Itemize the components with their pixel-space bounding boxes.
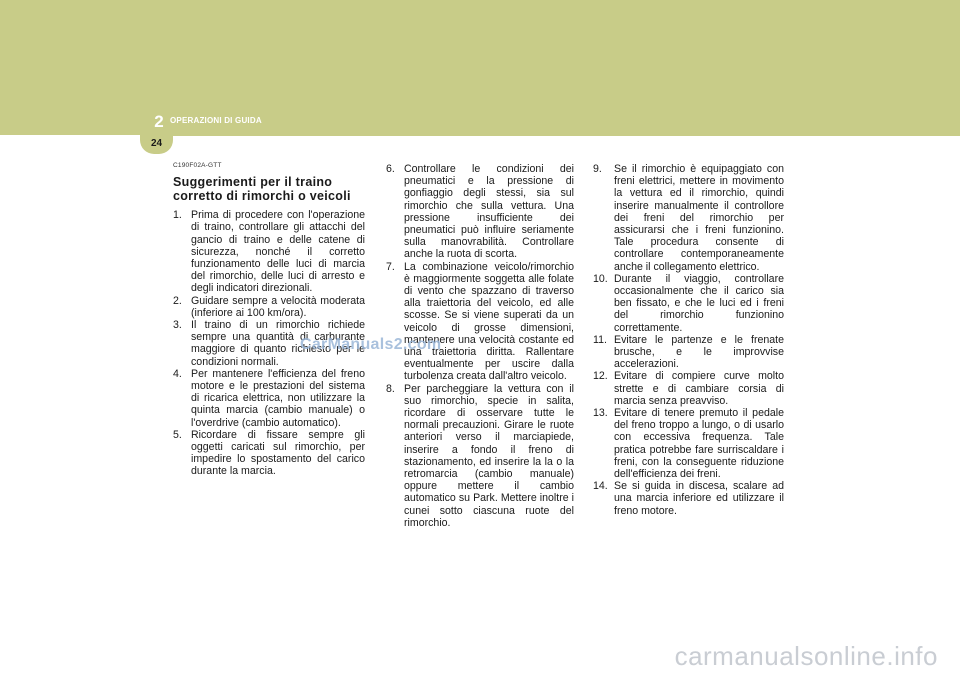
list-item <box>593 163 784 273</box>
list-item-text: Se il rimorchio è equipaggiato con freni elettrici, mettere in movimento la vettura ed il rimorchio, quindi inserire manualmente il controllore dei freni del rimorchio per assicurarsi che i freni funzionino. Tale procedura consente di controllare contemporaneamente anche il collegamento elettrico. <box>614 163 784 273</box>
chapter-number: 2 <box>154 112 164 131</box>
chapter-title: OPERAZIONI DI GUIDA <box>170 116 262 125</box>
list-item <box>386 163 574 261</box>
list-item-number: 4. <box>173 367 182 380</box>
list-item-text: Il traino di un rimorchio richiede sempre una quantità di carburante maggiore di quanto richiesto per le condizioni normali. <box>191 319 365 368</box>
list-item-text: Se si guida in discesa, scalare ad una marcia inferiore ed utilizzare il freno motore. <box>614 480 784 517</box>
list-item-number: 5. <box>173 428 182 441</box>
tips-list-3 <box>593 163 784 517</box>
list-item <box>593 333 784 371</box>
column-3 <box>593 163 784 517</box>
list-item-text: Per mantenere l'efficienza del freno motore e le prestazioni del sistema di ricarica elettrica, non utilizzare la quinta marcia (cambio manuale) o l'overdrive (cambio automatico). <box>191 367 365 429</box>
watermark: CarManuals2.com <box>300 336 442 353</box>
list-item-number: 9. <box>593 163 602 175</box>
list-item-text: Evitare le partenze e le frenate brusche, e le improvvise accelerazioni. <box>614 333 784 371</box>
list-item-text: Controllare le condizioni dei pneumatici e la pressione di gonfiaggio degli stessi, sia sul rimorchio che sulla vettura. Una pressione insufficiente dei pneumatici può influire seriamente sulla manovrabilità. Controllare anche la ruota di scorta. <box>404 163 574 261</box>
list-item <box>593 272 784 334</box>
list-item <box>386 383 574 529</box>
list-item <box>593 370 784 407</box>
list-item-text: Ricordare di fissare sempre gli oggetti caricati sul rimorchio, per impedire lo spostamento del carico durante la marcia. <box>191 428 365 478</box>
list-item-text: Evitare di compiere curve molto strette e di cambiare corsia di marcia senza preavviso. <box>614 370 784 407</box>
footer-watermark: carmanualsonline.info <box>674 641 938 671</box>
page-number: 24 <box>150 138 163 149</box>
list-item-text: La combinazione veicolo/rimorchio è maggiormente soggetta alle folate di vento che spazzano di traverso alla traiettoria del veicolo, ed alle scosse. Se si viene superati da un veicolo di grosse dimensioni, mantenere una velocità costante ed una traiettoria diritta. Rallentare eventualmente per uscire dalla turbolenza creata dall'altro veicolo. <box>404 260 574 383</box>
header-band <box>0 0 960 135</box>
list-item-text: Per parcheggiare la vettura con il suo rimorchio, specie in salita, ricordare di osservare tutte le normali precauzioni. Girare le ruote anteriori verso il marciapiede, inserire a fondo il freno di stazionamento, ed inserire la la o la retromarcia (cambio manuale) oppure mettere il cambio automatico su Park. Mettere inoltre i cunei sotto ciascuna ruote del rimorchio. <box>404 382 574 529</box>
list-item-number: 6. <box>386 163 395 175</box>
section-code: C190F02A-GTT <box>173 162 222 169</box>
list-item-number: 1. <box>173 209 182 222</box>
list-item <box>173 429 365 478</box>
list-item <box>593 480 784 517</box>
list-item-number: 10. <box>593 272 608 285</box>
column-1 <box>173 160 365 478</box>
list-item-number: 2. <box>173 294 182 307</box>
section-title: Suggerimenti per il traino corretto di rimorchi o veicoli <box>173 175 351 204</box>
list-item-number: 13. <box>593 407 608 420</box>
list-item-number: 11. <box>593 333 607 346</box>
list-item-text: Durante il viaggio, controllare occasionalmente che il carico sia ben fissato, e che le luci ed i freni del rimorchio funzionino correttamente. <box>614 272 784 334</box>
header-rule <box>152 135 960 136</box>
list-item-number: 12. <box>593 370 608 383</box>
list-item-number: 14. <box>593 480 608 493</box>
list-item <box>173 209 365 294</box>
list-item <box>173 295 365 319</box>
list-item <box>593 407 784 481</box>
list-item-text: Prima di procedere con l'operazione di traino, controllare gli attacchi del gancio di traino e delle catene di sicurezza, nonché il corretto funzionamento delle luci di marcia del rimorchio, delle luci di arresto e degli indicatori direzionali. <box>191 209 365 295</box>
list-item-number: 8. <box>386 382 395 395</box>
list-item <box>386 261 574 383</box>
list-item-number: 7. <box>386 260 395 273</box>
list-item-text: Evitare di tenere premuto il pedale del freno troppo a lungo, o di usarlo con eccessiva frequenza. Tale pratica potrebbe fare surriscaldare i freni, con la conseguente riduzione dell'efficienza dei freni. <box>614 407 784 481</box>
list-item-text: Guidare sempre a velocità moderata (inferiore ai 100 km/ora). <box>191 294 365 319</box>
list-item-number: 3. <box>173 319 182 332</box>
list-item <box>173 368 365 429</box>
